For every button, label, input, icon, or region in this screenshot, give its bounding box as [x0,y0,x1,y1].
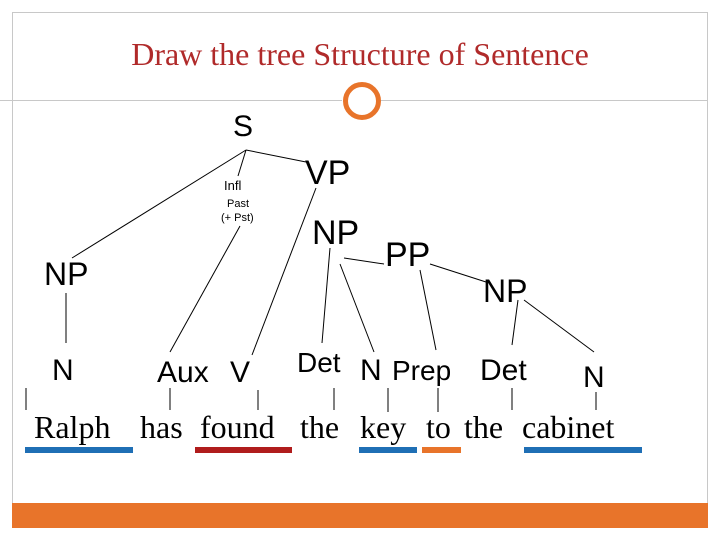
word-key: key [360,409,407,445]
branch-np-n3 [524,300,594,352]
slide-title: Draw the tree Structure of Sentence [131,36,589,72]
word-to: to [426,409,451,445]
node-det1: Det [297,347,341,378]
footer-accent-bar [12,503,708,528]
word-the: the [300,409,340,445]
node-past-feature: (+ Pst) [221,212,254,224]
underline-verb-group [195,447,292,453]
node-np-object: NP [312,214,360,252]
underline-noun-key [359,447,417,453]
branch-np-n [340,264,374,352]
word-the-2: the [464,409,504,445]
word-found: found [200,409,275,445]
branch-s-np [72,150,246,258]
node-np-subject: NP [44,256,89,292]
node-det2: Det [480,354,527,387]
node-v: V [230,356,251,389]
branch-vp-v [252,188,316,355]
branch-np-pp [344,258,384,264]
underline-noun-ralph [25,447,133,453]
word-has: has [140,409,183,445]
word-cabinet: cabinet [522,409,615,445]
node-pp: PP [385,236,431,274]
node-prep: Prep [392,355,452,386]
node-vp: VP [305,154,351,192]
branch-pp-np [430,264,486,282]
underline-prep-to [422,447,461,453]
node-n1: N [52,354,74,387]
node-n3: N [583,361,605,394]
node-s: S [233,110,254,143]
branch-past-aux [170,226,240,352]
underline-noun-cabinet [524,447,642,453]
node-infl: Infl [224,178,242,193]
node-past: Past [227,198,250,210]
branch-np-det [322,248,330,343]
node-aux: Aux [157,356,209,389]
branch-s-vp [246,150,306,162]
word-ralph: Ralph [34,409,111,445]
node-n2: N [360,354,382,387]
node-np-pp: NP [483,273,528,309]
branch-pp-prep [420,270,436,350]
